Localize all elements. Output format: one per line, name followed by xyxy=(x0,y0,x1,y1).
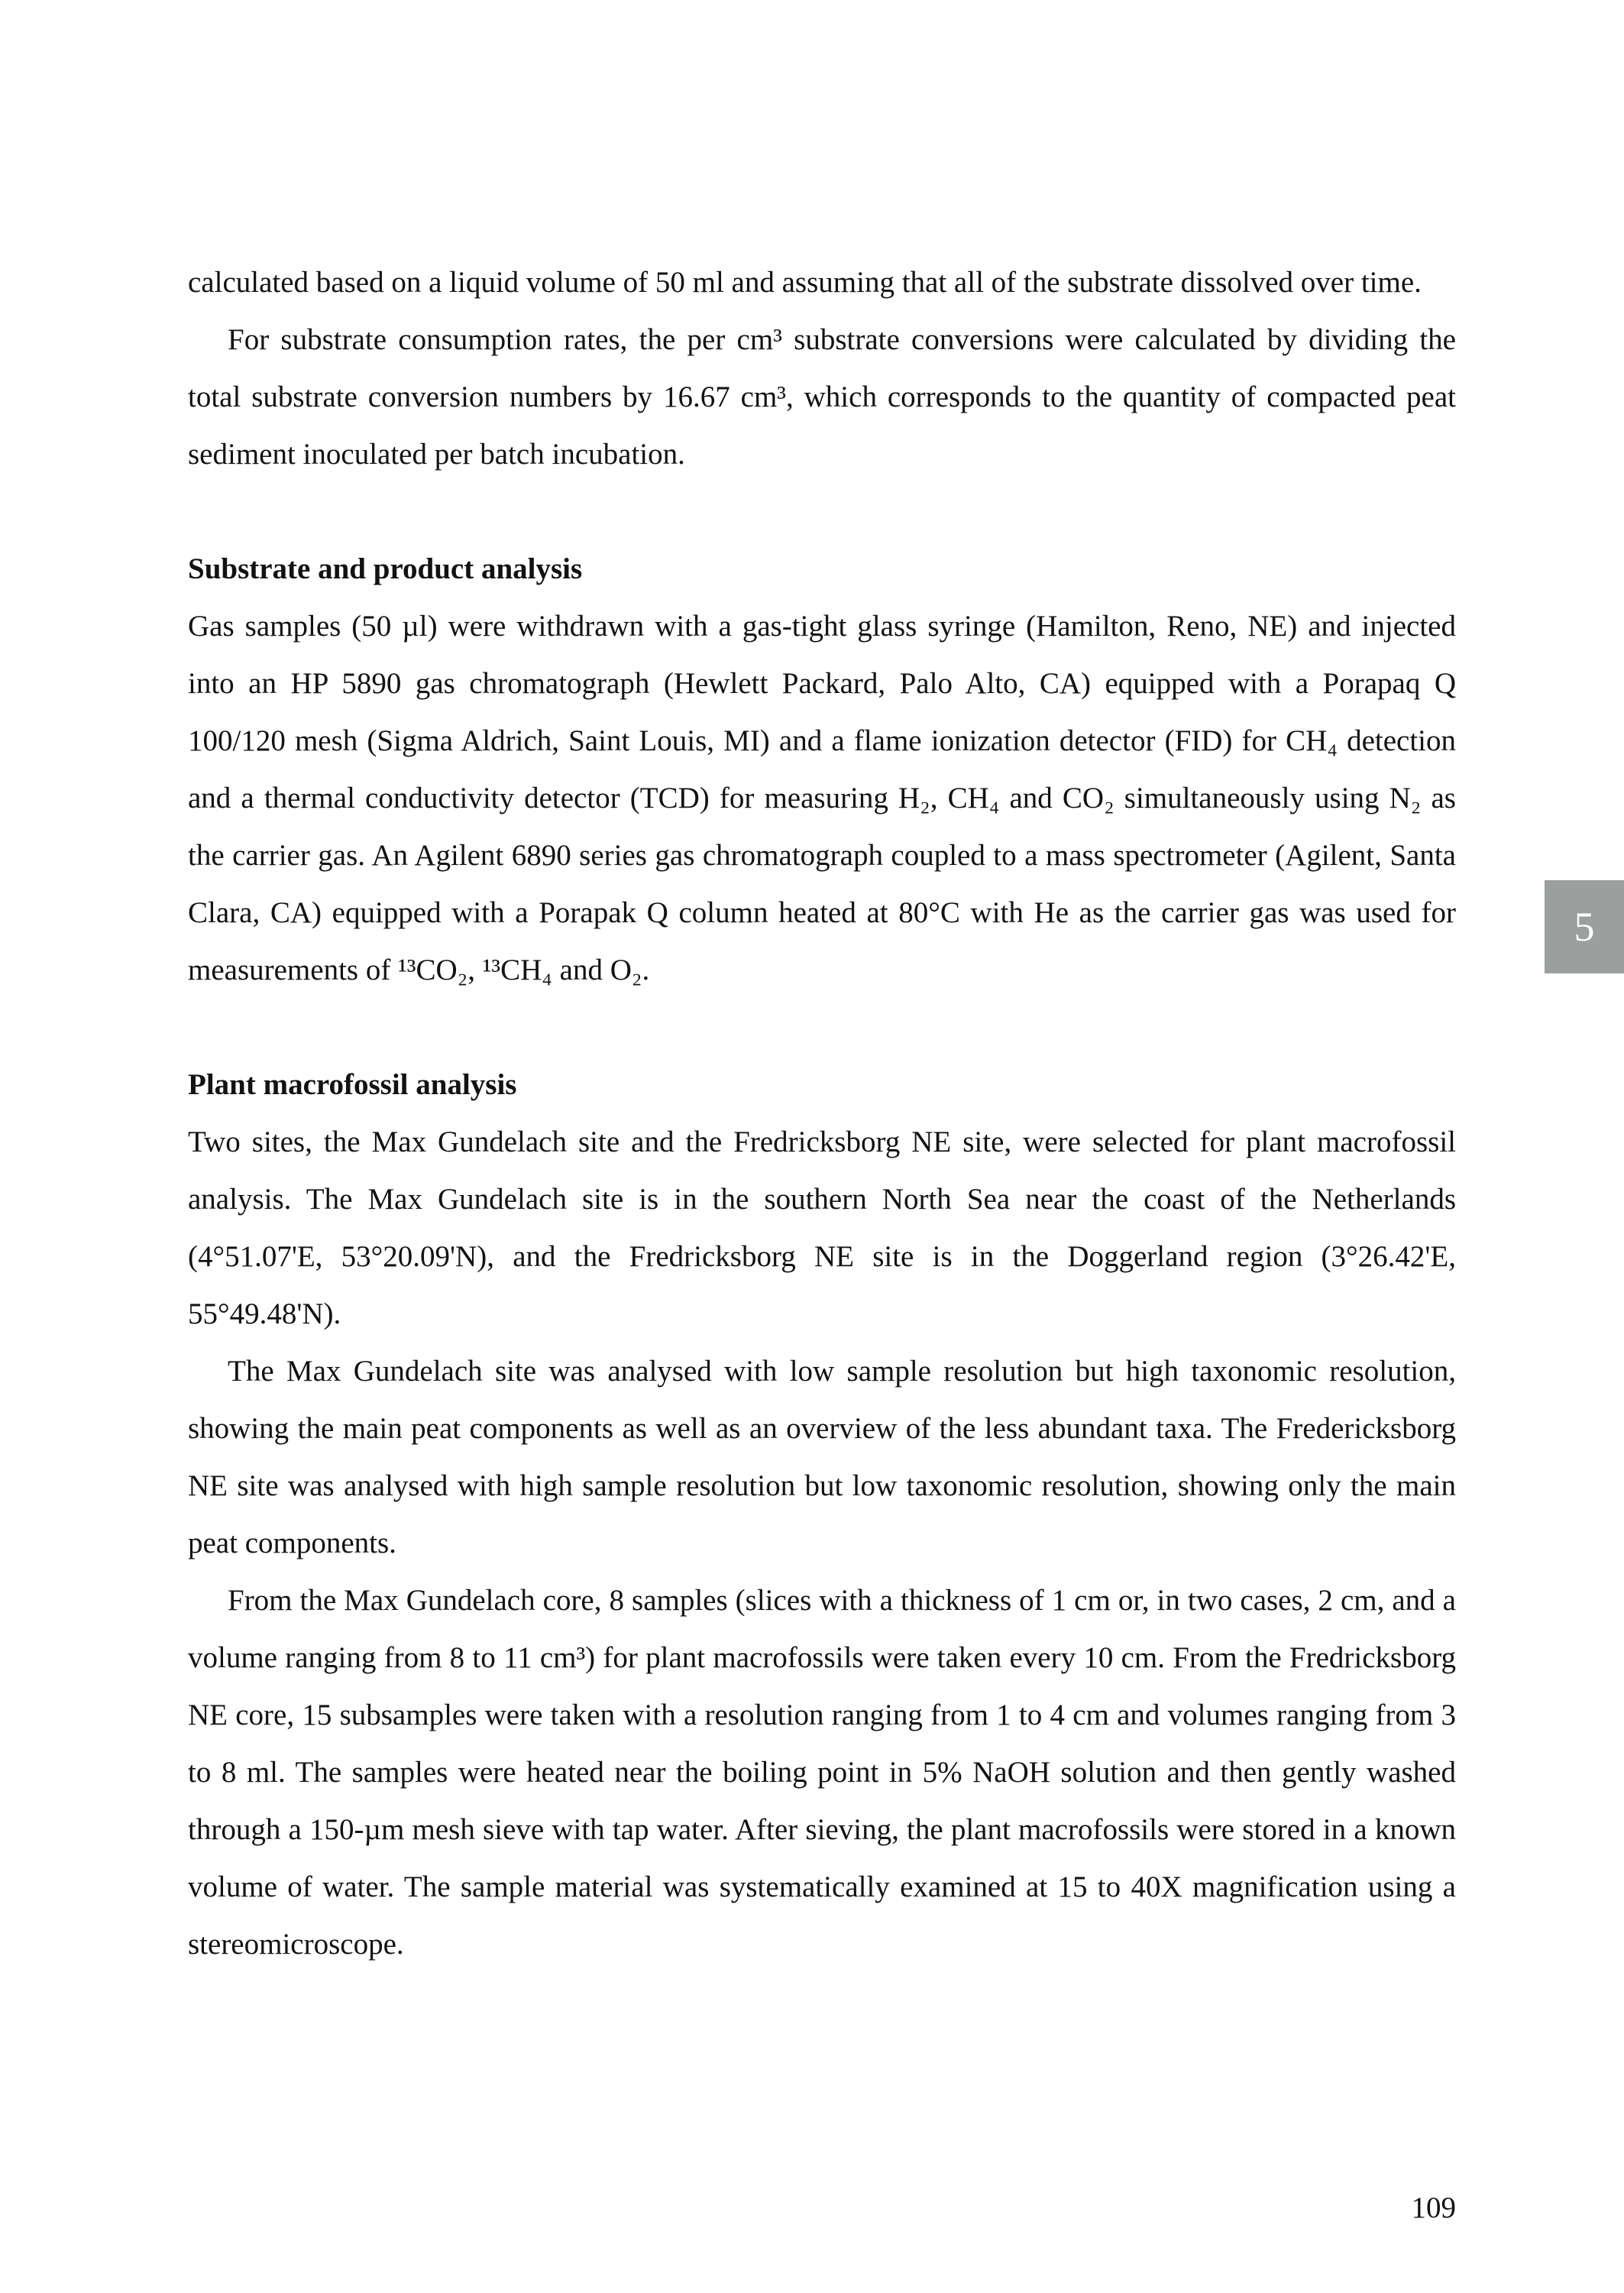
section-heading-substrate-product-analysis: Substrate and product analysis xyxy=(188,552,583,585)
paragraph-gas-samples: Gas samples (50 µl) were withdrawn with a gas-tight glass syringe (Hamilton, Reno, NE) and injected into an HP 5890 gas chromatograph (Hewlett Packard, Palo Alto, CA) equipped with a Porapaq Q 100/120 mesh (Sigma Aldrich, Saint Louis, MI) and a flame ionization detector (FID) for CH₄ detection and a thermal conductivity detector (TCD) for measuring H₂, CH₄ and CO₂ simultaneously using N₂ as the carrier gas. An Agilent 6890 series gas chromatograph coupled to a mass spectrometer (Agilent, Santa Clara, CA) equipped with a Porapak Q column heated at 80°C with He as the carrier gas was used for measurements of ¹³CO₂, ¹³CH₄ and O₂. xyxy=(188,610,1456,986)
section-heading-plant-macrofossil-analysis: Plant macrofossil analysis xyxy=(188,1068,517,1101)
page-number: 109 xyxy=(1411,2191,1456,2224)
page-content xyxy=(188,254,1456,1973)
paragraph-substrate-volume: calculated based on a liquid volume of 50 ml and assuming that all of the substrate dissolved over time. xyxy=(188,266,1422,299)
paragraph-core-sampling: From the Max Gundelach core, 8 samples (slices with a thickness of 1 cm or, in two cases, 2 cm, and a volume ranging from 8 to 11 cm³) for plant macrofossils were taken every 10 cm. From the Fredricksborg NE core, 15 subsamples were taken with a resolution ranging from 1 to 4 cm and volumes ranging from 3 to 8 ml. The samples were heated near the boiling point in 5% NaOH solution and then gently washed through a 150-µm mesh sieve with tap water. After sieving, the plant macrofossils were stored in a known volume of water. The sample material was systematically examined at 15 to 40X magnification using a stereomicroscope. xyxy=(188,1584,1456,1961)
paragraph-site-resolution: The Max Gundelach site was analysed with low sample resolution but high taxonomic resolution, showing the main peat components as well as an overview of the less abundant taxa. The Fredericksborg NE site was analysed with high sample resolution but low taxonomic resolution, showing only the main peat components. xyxy=(188,1355,1456,1559)
chapter-tab xyxy=(1545,880,1624,973)
chapter-number: 5 xyxy=(1574,904,1595,950)
paragraph-two-sites: Two sites, the Max Gundelach site and the Fredricksborg NE site, were selected for plant macrofossil analysis. The Max Gundelach site is in the southern North Sea near the coast of the Netherlands (4°51.07'E, 53°20.09'N), and the Fredricksborg NE site is in the Doggerland region (3°26.42'E, 55°49.48'N). xyxy=(188,1125,1456,1330)
paragraph-consumption-rates: For substrate consumption rates, the per cm³ substrate conversions were calculated by dividing the total substrate conversion numbers by 16.67 cm³, which corresponds to the quantity of compacted peat sediment inoculated per batch incubation. xyxy=(188,323,1456,471)
